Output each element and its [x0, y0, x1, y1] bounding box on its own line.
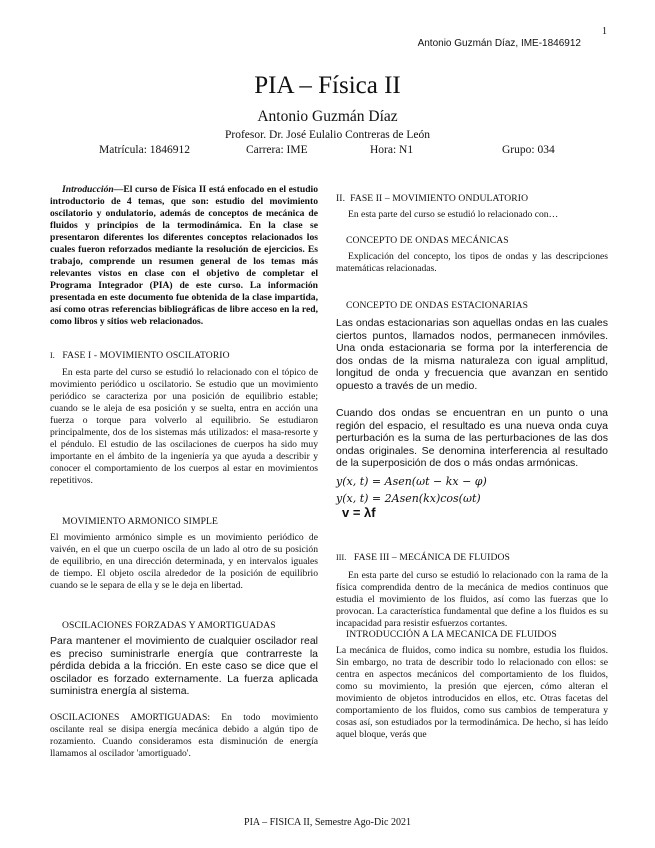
meta-carrera: Carrera: IME — [246, 144, 308, 156]
running-header: Antonio Guzmán Díaz, IME-1846912 — [417, 38, 581, 49]
section-number: I. — [50, 351, 55, 360]
mas-text: El movimiento armónico simple es un movimiento periódico de vaivén, en el que un cuerpo oscila de un lado al otro de su posición de equilibrio, en una dirección determinada, y en intervalos iguales de tiempo. El objeto oscila alrededor de la posición de equilibrio cuando se le separa de ella y se le deja en libertad. — [50, 532, 318, 591]
section-number: II. — [336, 193, 346, 204]
professor-line: Profesor. Dr. José Eulalio Contreras de León — [224, 129, 431, 141]
equation-traveling-wave: y(x, t) = Asen(ωt − kx − φ) — [336, 475, 487, 488]
section-1-text: En esta parte del curso se estudió lo relacionado con el tópico de movimiento periódico u oscilatorio. Se estudio que un movimiento periódico se caracteriza por una posición de equilibrio estable; cuando se le aleja de esa posición y se suelta, entra en acción una fuerza o torque para volverlo al equilibrio. Se estudiaron principalmente, dos de los sistemas más utilizados: el masa-resorte y el péndulo. El estudio de las oscilaciones de cuerpos ha sido muy importante en el ámbito de la ingeniería ya que ayuda a describir y conocer el comportamiento de los cuerpos al estar en movimientos repetitivos. — [50, 367, 318, 486]
subheading-ondas-estacionarias: CONCEPTO DE ONDAS ESTACIONARIAS — [346, 300, 529, 311]
ondas-estacionarias-text-1: Las ondas estacionarias son aquellas ondas en las cuales ciertos puntos, llamados nodos, permanecen inmóviles. Una onda estacionaria se forma por la interferencia de dos ondas de la misma naturaleza con igual amplitud, longitud de onda y frecuencia que avanzan en sentido opuesto a través de un medio. — [336, 317, 608, 392]
paper-title: PIA – Física II — [254, 72, 401, 99]
section-number: III. — [336, 553, 347, 562]
page-number: 1 — [602, 26, 607, 37]
ofa-text: Para mantener el movimiento de cualquier oscilador real es preciso suministrarle energía que contrarreste la pérdida debida a la fricción. En este caso se dice que el oscilador es forzado externamente. La fuerza aplicada suministra energía al sistema. — [50, 635, 318, 698]
intro-fluidos-text: La mecánica de fluidos, como indica su nombre, estudia los fluidos. Sin embargo, no trata de describir todo lo relacionado con ellos: se centra en aspectos mecánicos del comportamiento de los fluidos, como su movimiento, la presión que ejercen, cómo alteran el movimiento de objetos introducidos en ellos, etc. Otras facetas del comportamiento de los fluidos, como sus cambios de temperatura y cosas así, son estudiados por la termodinámica. De hecho, si has leído aquel bloque, verás que — [336, 645, 608, 740]
section-3-text: En esta parte del curso se estudió lo relacionado con la rama de la física comprendida dentro de la mecánica de medios continuos que estudia el movimiento de los fluidos, así como las fuerzas que lo provocan. La característica fundamental que define a los fluidos es su incapacidad para resistir esfuerzos cortantes. — [336, 570, 608, 629]
subheading-ofa: OSCILACIONES FORZADAS Y AMORTIGUADAS — [62, 620, 276, 631]
section-2-text: En esta parte del curso se estudió lo relacionado con… — [348, 209, 559, 220]
equation-standing-wave: y(x, t) = 2Asen(kx)cos(ωt) — [336, 492, 481, 505]
oa-text: OSCILACIONES AMORTIGUADAS: En todo movimiento oscilante real se disipa energía mecánica debido a algún tipo de rozamiento. Cuando consideramos esta disminución de energía llamamos al oscilador 'amortiguado'. — [50, 712, 318, 759]
section-heading-fase-1 — [50, 350, 318, 362]
subheading-intro-fluidos: INTRODUCCIÓN A LA MECANICA DE FLUIDOS — [346, 629, 557, 640]
abstract-label: Introducción— — [62, 184, 124, 195]
ondas-estacionarias-text-2: Cuando dos ondas se encuentran en un punto o una región del espacio, el resultado es una nueva onda cuya perturbación es la suma de las perturbaciones de las dos ondas originales. Se denomina interferencia al resultado de la superposición de dos o más ondas armónicas. — [336, 407, 608, 470]
equation-wave-speed: v = λf — [342, 505, 376, 520]
abstract-text: El curso de Física II está enfocado en el estudio introductorio de 4 temas, que son: estudio del movimiento oscilatorio y ondulatorio, además de conceptos de mecánica de fluidos y principios de la termodinámica. En la clase se presentaron diferentes los diferentes conceptos relacionados los cuales fueron reforzados mediante la resolución de ejercicios. Es trabajo, comprende un resumen general de los temas más relevantes vistos en clase con el objetivo de completar el Programa Integrador (PIA) de este curso. La información presentada en este documento fue obtenida de la clase impartida, así como otras referencias bibliográficas de libre acceso en la red, como libros y sitios web relacionados. — [50, 184, 318, 327]
section-heading-fase-2 — [336, 193, 608, 205]
meta-matricula: Matrícula: 1846912 — [99, 144, 191, 156]
subheading-mas: MOVIMIENTO ARMONICO SIMPLE — [62, 516, 218, 527]
ondas-mecanicas-text: Explicación del concepto, los tipos de ondas y las descripciones matemáticas relacionadas. — [336, 251, 608, 274]
section-title: FASE II – MOVIMIENTO ONDULATORIO — [350, 193, 529, 204]
meta-hora: Hora: N1 — [370, 144, 414, 156]
section-title: FASE I - MOVIMIENTO OSCILATORIO — [62, 350, 230, 361]
author-name: Antonio Guzmán Díaz — [257, 108, 398, 125]
subheading-ondas-mecanicas: CONCEPTO DE ONDAS MECÁNICAS — [346, 235, 509, 246]
abstract — [50, 184, 318, 328]
meta-grupo: Grupo: 034 — [502, 144, 555, 156]
section-heading-fase-3 — [336, 552, 608, 564]
section-title: FASE III – MECÁNICA DE FLUIDOS — [353, 552, 510, 563]
page-footer: PIA – FISICA II, Semestre Ago-Dic 2021 — [244, 817, 411, 828]
